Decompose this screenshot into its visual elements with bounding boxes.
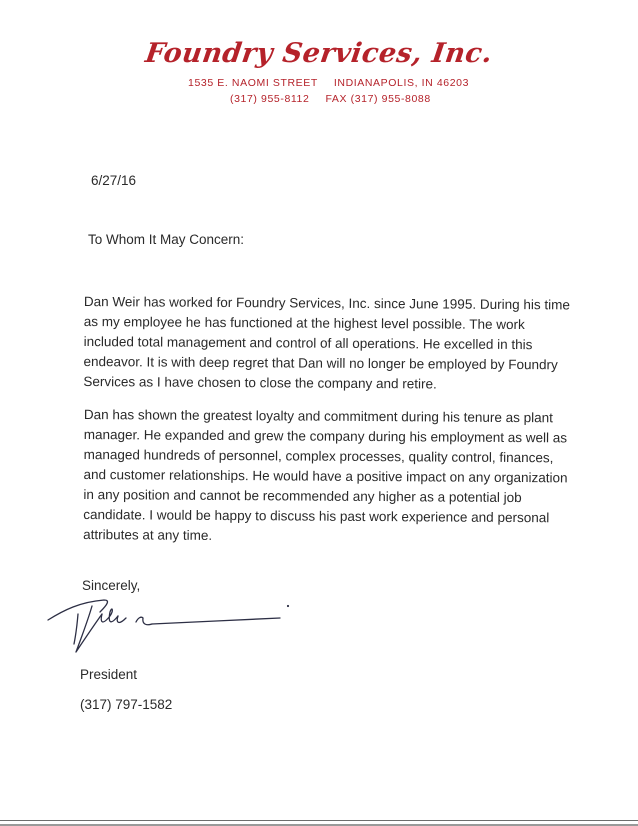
letter-paragraph-1: [83, 292, 574, 395]
letter-paragraph-2: [83, 405, 574, 548]
signer-title: President: [80, 667, 138, 682]
paragraph-line: and customer relationships. He would have a positive impact on any organization: [83, 466, 568, 486]
company-address: [188, 77, 469, 89]
paragraph-line: Services as I have chosen to close the company and retire.: [83, 373, 437, 392]
company-name: Foundry Services, Inc.: [143, 38, 495, 69]
company-phone: (317) 955-8112: [230, 93, 310, 105]
paragraph-line: attributes at any time.: [83, 526, 213, 543]
signature: [40, 592, 310, 662]
company-street: 1535 E. NAOMI STREET: [188, 77, 318, 89]
paragraph-line: in any position and cannot be recommended any higher as a potential job: [83, 486, 522, 506]
letter-salutation: To Whom It May Concern:: [88, 232, 245, 247]
paragraph-line: Dan Weir has worked for Foundry Services, Inc. since June 1995. During his time: [83, 293, 570, 313]
paragraph-line: included total management and control of all operations. He excelled in this: [83, 333, 533, 353]
company-contact: [230, 93, 431, 105]
letterhead: [0, 0, 638, 110]
company-fax: FAX (317) 955-8088: [325, 93, 431, 105]
letter-date: 6/27/16: [91, 173, 137, 188]
company-city: INDIANAPOLIS, IN 46203: [333, 77, 470, 89]
paragraph-line: as my employee he has functioned at the highest level possible. The work: [83, 313, 525, 333]
paragraph-line: candidate. I would be happy to discuss his past work experience and personal: [83, 506, 550, 526]
paragraph-line: endeavor. It is with deep regret that Dan will no longer be employed by Foundry: [83, 353, 558, 373]
signer-phone: (317) 797-1582: [80, 697, 173, 712]
paragraph-line: Dan has shown the greatest loyalty and commitment during his tenure as plant: [83, 406, 553, 426]
scan-edge-line: [0, 820, 638, 821]
paragraph-line: manager. He expanded and grew the company during his employment as well as: [83, 426, 568, 446]
scan-edge: [0, 820, 638, 826]
letter-closing: Sincerely,: [82, 578, 141, 593]
paragraph-line: managed hundreds of personnel, complex processes, quality control, finances,: [83, 446, 554, 466]
